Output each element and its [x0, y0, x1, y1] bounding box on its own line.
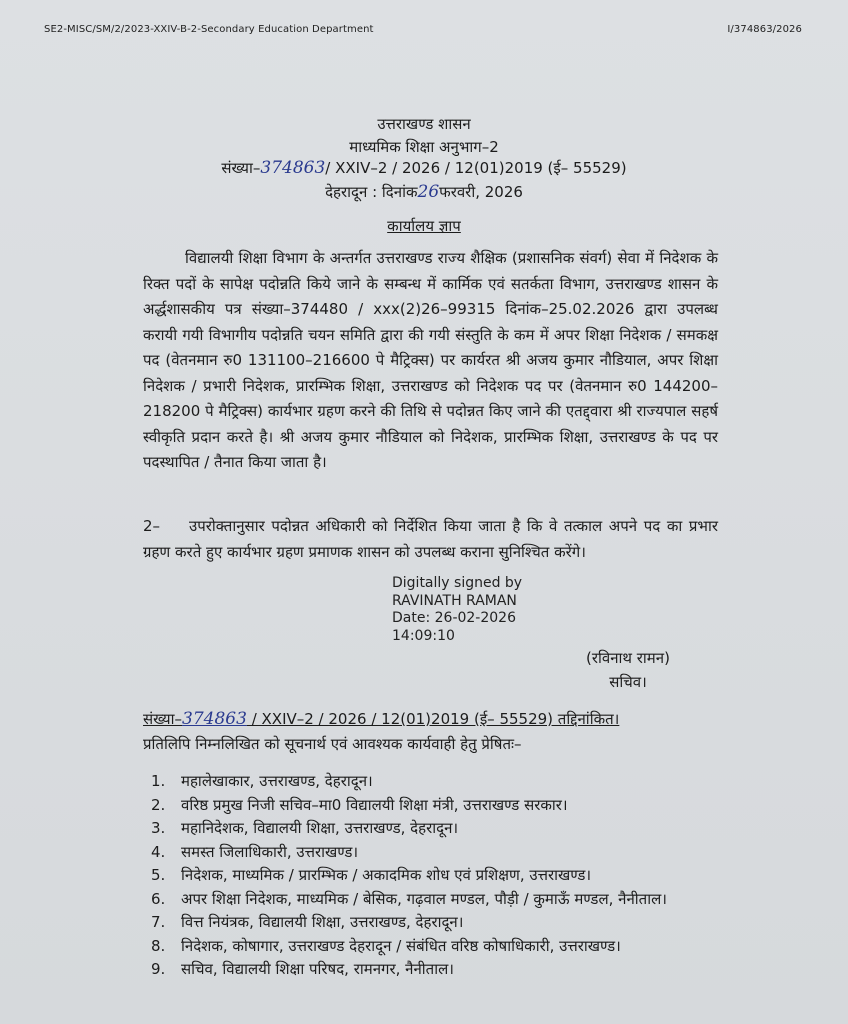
signature-line-1: Digitally signed by — [392, 575, 523, 591]
letter-date — [0, 182, 848, 202]
govt-heading: उत्तराखण्ड शासन — [377, 115, 471, 133]
list-item: 9. सचिव, विद्यालयी शिक्षा परिषद, रामनगर, नैनीताल। — [151, 960, 454, 978]
file-reference: SE2-MISC/SM/2/2023-XXIV-B-2-Secondary Education Department — [44, 24, 374, 35]
paragraph-1 — [143, 246, 718, 476]
copy-intro: प्रतिलिपि निम्नलिखित को सूचनार्थ एवं आवश्यक कार्यवाही हेतु प्रेषितः– — [143, 735, 522, 753]
list-item: 6. अपर शिक्षा निदेशक, माध्यमिक / बेसिक, गढ़वाल मण्डल, पौड़ी / कुमाऊँ मण्डल, नैनीताल। — [151, 889, 667, 908]
paragraph-2-number: 2– — [143, 517, 161, 535]
list-item: 2. वरिष्ठ प्रमुख निजी सचिव–मा0 विद्यालयी शिक्षा मंत्री, उत्तराखण्ड सरकार। — [151, 795, 568, 814]
letter-number — [0, 158, 848, 178]
list-item: 4. समस्त जिलाधिकारी, उत्तराखण्ड। — [151, 842, 359, 861]
paragraph-1-text: विद्यालयी शिक्षा विभाग के अन्तर्गत उत्तराखण्ड राज्य शैक्षिक (प्रशासनिक संवर्ग) सेवा में निदेशक के रिक्त पदों के सापेक्ष पदोन्नति किये जाने के सम्बन्ध में कार्मिक एवं सतर्कता विभाग, उत्तराखण्ड शासन के अर्द्धशासकीय पत्र संख्या–374480 / xxx(2)26–99315 दिनांक–25.02.2026 द्वारा उपलब्ध करायी गयी विभागीय पदोन्नति चयन समिति द्वारा की गयी संस्तुति के कम में अपर शिक्षा निदेशक / समकक्ष पद (वेतनमान रु0 131100–216600 पे मैट्रिक्स) पर कार्यरत श्री अजय कुमार नौडियाल, अपर शिक्षा निदेशक / प्रभारी निदेशक, प्रारम्भिक शिक्षा, उत्तराखण्ड को निदेशक पद पर (वेतनमान रु0 144200–218200 पे मैट्रिक्स) कार्यभार ग्रहण करने की तिथि से पदोन्नत किए जाने की एतद्द्वारा श्री राज्यपाल सहर्ष स्वीकृति प्रदान करते है। श्री अजय कुमार नौडियाल को निदेशक, प्रारम्भिक शिक्षा, उत्तराखण्ड के पद पर पदस्थापित / तैनात किया जाता है। — [143, 249, 718, 471]
copy-prefix: संख्या– — [143, 710, 183, 728]
copy-suffix: / XXIV–2 / 2026 / 12(01)2019 (ई– 55529) तद्दिनांकित। — [246, 710, 620, 728]
date-prefix: देहरादून : दिनांक — [325, 183, 418, 201]
number-suffix: / XXIV–2 / 2026 / 12(01)2019 (ई– 55529) — [325, 159, 627, 177]
document-id: I/374863/2026 — [727, 24, 802, 35]
document-title: कार्यालय ज्ञाप — [387, 217, 461, 235]
copy-number-line — [143, 709, 619, 729]
list-item: 8. निदेशक, कोषागार, उत्तराखण्ड देहरादून / संबंधित वरिष्ठ कोषाधिकारी, उत्तराखण्ड। — [151, 936, 621, 955]
list-item: 7. वित्त नियंत्रक, विद्यालयी शिक्षा, उत्तराखण्ड, देहरादून। — [151, 913, 464, 931]
list-item: 1. महालेखाकार, उत्तराखण्ड, देहरादून। — [151, 772, 373, 790]
paragraph-2 — [143, 514, 718, 565]
section-heading: माध्यमिक शिक्षा अनुभाग–2 — [349, 138, 499, 156]
copy-handwritten-number: 374863 — [182, 709, 247, 729]
distribution-list — [143, 770, 743, 982]
list-item: 5. निदेशक, माध्यमिक / प्रारम्भिक / अकादमिक शोध एवं प्रशिक्षण, उत्तराखण्ड। — [151, 866, 592, 884]
signature-line-4: 14:09:10 — [392, 627, 455, 644]
handwritten-number: 374863 — [260, 158, 326, 178]
list-item: 3. महानिदेशक, विद्यालयी शिक्षा, उत्तराखण्ड, देहरादून। — [151, 819, 459, 837]
number-prefix: संख्या– — [221, 159, 261, 177]
signature-line-2: RAVINATH RAMAN — [392, 592, 517, 609]
paragraph-2-text: उपरोक्तानुसार पदोन्नत अधिकारी को निर्देशित किया जाता है कि वे तत्काल अपने पद का प्रभार ग्रहण करते हुए कार्यभार ग्रहण प्रमाणक शासन को उपलब्ध कराना सुनिश्चित करेंगे। — [143, 517, 718, 561]
date-suffix: फरवरी, 2026 — [439, 183, 523, 201]
handwritten-date: 26 — [417, 182, 440, 202]
signature-line-3: Date: 26-02-2026 — [392, 610, 516, 626]
signatory-name: (रविनाथ रामन) — [586, 649, 670, 667]
signatory-block — [586, 646, 670, 694]
digital-signature — [392, 575, 522, 645]
signatory-designation: सचिव। — [609, 673, 647, 691]
